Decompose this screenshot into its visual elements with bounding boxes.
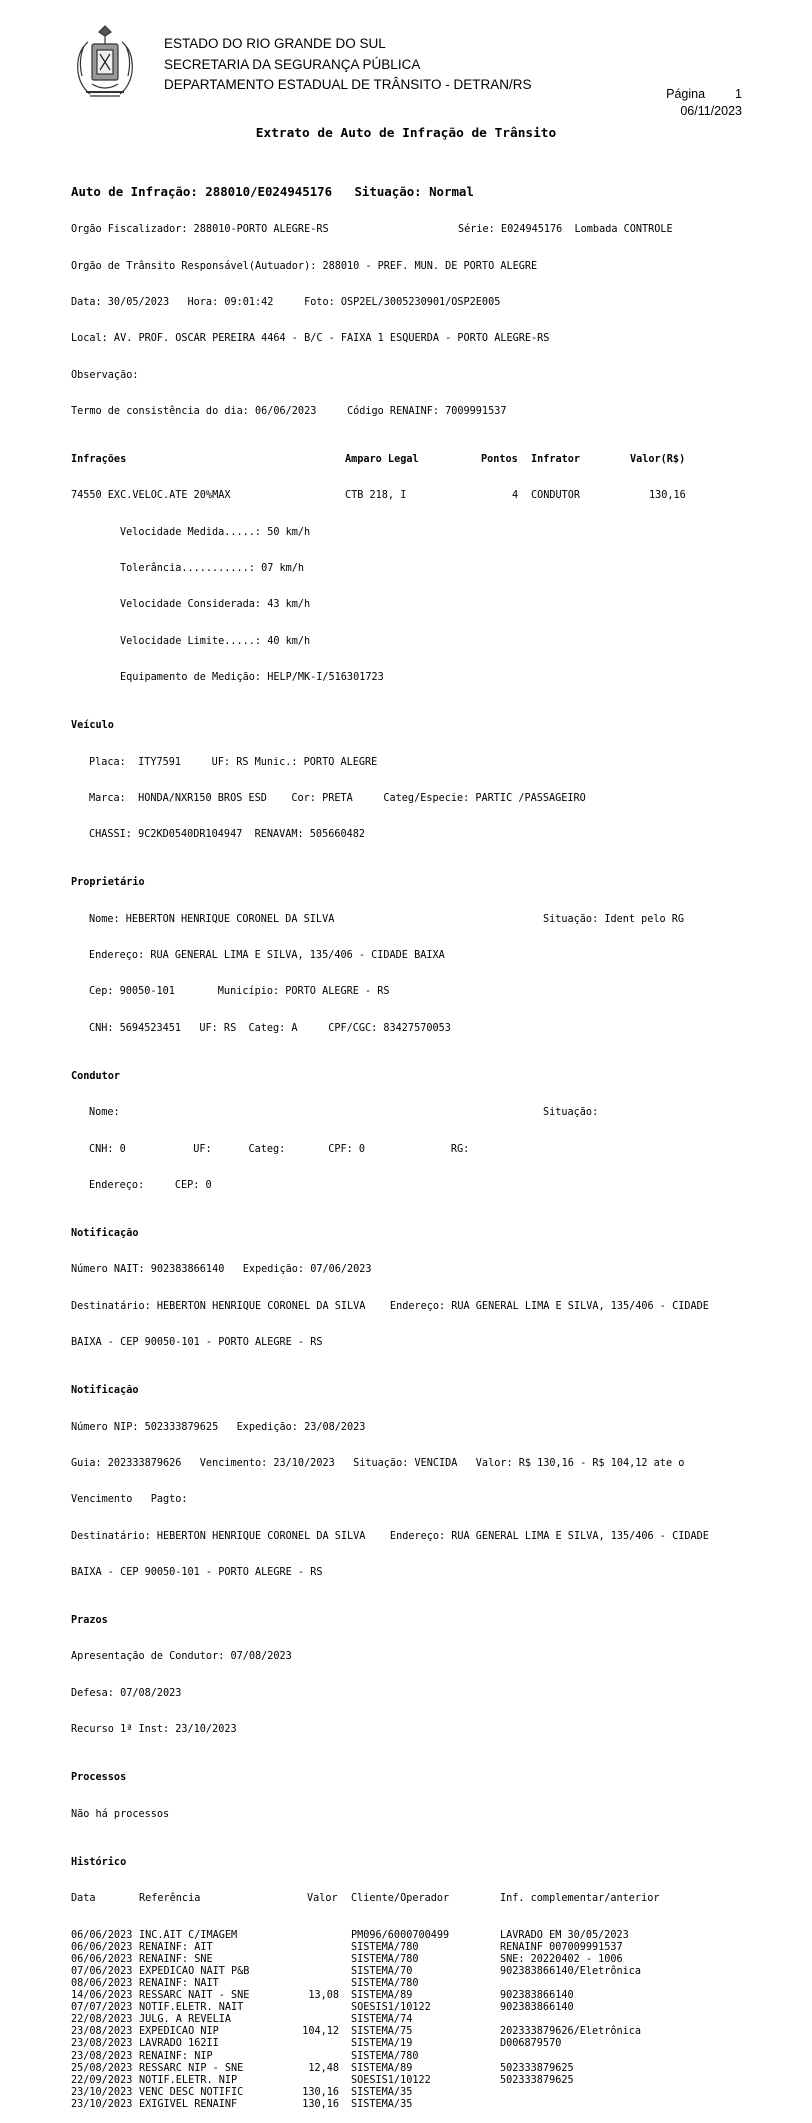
hist-referencia: VENC DESC NOTIFIC [139, 2086, 244, 2098]
hist-referencia: LAVRADO 162II [139, 2038, 219, 2050]
notificacao-nip-heading: Notificação [71, 1385, 139, 1397]
proprietario-endereco: Endereço: RUA GENERAL LIMA E SILVA, 135/406 - CIDADE BAIXA [89, 950, 445, 961]
historico-row [71, 1942, 761, 1954]
infracao-row [71, 490, 761, 502]
hist-referencia: RESSARC NAIT - SNE [139, 1990, 250, 2002]
destinatario-nip: Destinatário: HEBERTON HENRIQUE CORONEL DA SILVA Endereço: RUA GENERAL LIMA E SILVA, 135/406 - CIDADE [71, 1530, 709, 1542]
hist-cliente: SISTEMA/70 [351, 1965, 413, 1977]
hist-referencia: NOTIF.ELETR. NIP [139, 2074, 238, 2086]
guia-vencimento: Guia: 202333879626 Vencimento: 23/10/2023 Situação: VENCIDA Valor: R$ 130,16 - R$ 104,12 ate o [71, 1457, 685, 1469]
amparo-col: Amparo Legal [345, 454, 419, 466]
proprietario-heading: Proprietário [71, 877, 145, 889]
numero-nait: Número NAIT: 902383866140 Expedição: 07/06/2023 [71, 1264, 372, 1276]
infracao-amparo: CTB 218, I [345, 490, 407, 502]
proprietario-cep: Cep: 90050-101 Município: PORTO ALEGRE - RS [89, 986, 390, 998]
numero-nip: Número NIP: 502333879625 Expedição: 23/08/2023 [71, 1421, 366, 1433]
equipamento-medicao: Equipamento de Medição: HELP/MK-I/516301723 [120, 671, 384, 683]
observacao: Observação: [71, 369, 139, 381]
hist-cliente: SOESIS1/10122 [351, 2074, 431, 2086]
hist-referencia: RENAINF: NIP [139, 2050, 213, 2062]
auto-heading: Auto de Infração: 288010/E024945176 Situação: Normal [71, 184, 474, 200]
hist-data: 23/08/2023 [71, 2050, 133, 2062]
hist-referencia: EXIGIVEL RENAINF [139, 2098, 238, 2110]
hist-col-inf: Inf. complementar/anterior [500, 1893, 660, 1905]
hist-inf: 902383866140/Eletrônica [500, 1965, 642, 1977]
hist-data: 14/06/2023 [71, 1990, 133, 2002]
document-title: Extrato de Auto de Infração de Trânsito [255, 126, 557, 141]
veiculo-placa: Placa: ITY7591 UF: RS Munic.: PORTO ALEGRE [89, 756, 378, 768]
prazo-recurso: Recurso 1ª Inst: 23/10/2023 [71, 1724, 237, 1735]
historico-heading: Histórico [71, 1857, 127, 1869]
hist-cliente: SISTEMA/74 [351, 2014, 413, 2026]
hist-cliente: SISTEMA/780 [351, 1977, 419, 1989]
hist-inf: 902383866140 [500, 2002, 574, 2014]
hist-valor: 12,48 [308, 2062, 339, 2074]
veiculo-chassi: CHASSI: 9C2KD0540DR104947 RENAVAM: 505660482 [89, 829, 366, 841]
proprietario-situacao: Situação: Ident pelo RG [543, 913, 685, 925]
hist-referencia: INC.AIT C/IMAGEM [139, 1929, 238, 1941]
hist-col-data: Data [71, 1893, 96, 1905]
hist-cliente: SISTEMA/35 [351, 2086, 413, 2098]
infracao-codigo: 74550 EXC.VELOC.ATE 20%MAX [71, 490, 231, 502]
infrator-col: Infrator [531, 454, 581, 466]
velocidade-considerada: Velocidade Considerada: 43 km/h [120, 599, 311, 611]
infracoes-col: Infrações [71, 454, 127, 466]
hist-cliente: SISTEMA/780 [351, 1941, 419, 1953]
hist-col-referencia: Referência [139, 1893, 201, 1905]
hist-inf: LAVRADO EM 30/05/2023 [500, 1929, 629, 1941]
hist-valor: 104,12 [302, 2026, 339, 2038]
hist-data: 06/06/2023 [71, 1953, 133, 1965]
prazo-defesa: Defesa: 07/08/2023 [71, 1687, 182, 1699]
prazos-heading: Prazos [71, 1615, 108, 1627]
hist-cliente: SISTEMA/780 [351, 2050, 419, 2062]
historico-table [71, 1930, 761, 2111]
hist-inf: 502333879625 [500, 2074, 574, 2086]
historico-row [71, 2002, 761, 2014]
historico-row [71, 2051, 761, 2063]
hist-data: 06/06/2023 [71, 1929, 133, 1941]
hist-referencia: EXPEDICAO NIP [139, 2026, 219, 2038]
historico-header [71, 1893, 761, 1905]
hist-data: 25/08/2023 [71, 2062, 133, 2074]
hist-valor: 13,08 [308, 1990, 339, 2002]
header-org-block [164, 34, 532, 96]
historico-row [71, 1990, 761, 2002]
historico-row [71, 2038, 761, 2050]
notificacao-nait-heading: Notificação [71, 1228, 139, 1240]
historico-row [71, 2014, 761, 2026]
hist-cliente: SISTEMA/89 [351, 1990, 413, 2002]
hist-referencia: RENAINF: NAIT [139, 1977, 219, 1989]
header-department: DEPARTAMENTO ESTADUAL DE TRÂNSITO - DETRAN/RS [164, 77, 532, 92]
velocidade-limite: Velocidade Limite.....: 40 km/h [120, 635, 311, 647]
veiculo-marca: Marca: HONDA/NXR150 BROS ESD Cor: PRETA Categ/Especie: PARTIC /PASSAGEIRO [89, 792, 586, 804]
local: Local: AV. PROF. OSCAR PEREIRA 4464 - B/C - FAIXA 1 ESQUERDA - PORTO ALEGRE-RS [71, 333, 550, 345]
historico-row [71, 1954, 761, 1966]
valor-col: Valor(R$) [630, 454, 686, 466]
data-hora-foto: Data: 30/05/2023 Hora: 09:01:42 Foto: OSP2EL/3005230901/OSP2E005 [71, 296, 501, 308]
processos-heading: Processos [71, 1772, 127, 1784]
hist-cliente: SOESIS1/10122 [351, 2002, 431, 2014]
hist-inf: D006879570 [500, 2038, 562, 2050]
condutor-nome: Nome: [89, 1107, 120, 1119]
pontos-col: Pontos [481, 454, 518, 466]
infracao-pontos: 4 [512, 490, 519, 502]
hist-data: 23/10/2023 [71, 2098, 133, 2110]
hist-referencia: RENAINF: SNE [139, 1953, 213, 1965]
hist-cliente: SISTEMA/75 [351, 2026, 413, 2038]
historico-row [71, 2087, 761, 2099]
page-label: Página [666, 87, 706, 101]
tolerancia: Tolerância...........: 07 km/h [120, 563, 305, 574]
hist-data: 23/08/2023 [71, 2038, 133, 2050]
hist-valor: 130,16 [302, 2086, 339, 2098]
infracoes-header [71, 454, 761, 466]
historico-row [71, 2075, 761, 2087]
condutor-cnh: CNH: 0 UF: Categ: CPF: 0 RG: [89, 1143, 470, 1155]
hist-col-cliente: Cliente/Operador [351, 1893, 450, 1905]
hist-inf: 202333879626/Eletrônica [500, 2026, 642, 2038]
infracao-infrator: CONDUTOR [531, 490, 581, 502]
destinatario-nait-cont: BAIXA - CEP 90050-101 - PORTO ALEGRE - RS [71, 1337, 323, 1348]
processos-text: Não há processos [71, 1808, 170, 1820]
condutor-heading: Condutor [71, 1070, 121, 1082]
hist-data: 08/06/2023 [71, 1977, 133, 1989]
orgao-responsavel: Orgão de Trânsito Responsável(Autuador): 288010 - PREF. MUN. DE PORTO ALEGRE [71, 260, 538, 272]
historico-row [71, 1978, 761, 1990]
hist-data: 06/06/2023 [71, 1941, 133, 1953]
hist-referencia: JULG. A REVELIA [139, 2014, 232, 2026]
orgao-fiscalizador-row [71, 224, 761, 236]
historico-row [71, 2063, 761, 2075]
historico-row [71, 2099, 761, 2111]
proprietario-cnh: CNH: 5694523451 UF: RS Categ: A CPF/CGC: 83427570053 [89, 1022, 451, 1034]
hist-data: 07/07/2023 [71, 2002, 133, 2014]
header-secretariat: SECRETARIA DA SEGURANÇA PÚBLICA [164, 56, 421, 72]
hist-cliente: PM096/6000700499 [351, 1929, 450, 1941]
hist-data: 22/09/2023 [71, 2074, 133, 2086]
hist-referencia: NOTIF.ELETR. NAIT [139, 2002, 244, 2014]
serie: Série: E024945176 Lombada CONTROLE [458, 224, 673, 236]
hist-referencia: EXPEDICAO NAIT P&B [139, 1965, 250, 1977]
hist-data: 23/10/2023 [71, 2086, 133, 2098]
vencimento-pagto: Vencimento Pagto: [71, 1494, 188, 1506]
velocidade-medida: Velocidade Medida.....: 50 km/h [120, 526, 311, 538]
historico-row [71, 1930, 761, 1942]
hist-inf: RENAINF 007009991537 [500, 1941, 623, 1953]
hist-referencia: RENAINF: AIT [139, 1941, 213, 1953]
hist-cliente: SISTEMA/19 [351, 2038, 413, 2050]
header-state: ESTADO DO RIO GRANDE DO SUL [164, 36, 386, 51]
hist-cliente: SISTEMA/35 [351, 2098, 413, 2110]
hist-cliente: SISTEMA/780 [351, 1953, 419, 1965]
hist-referencia: RESSARC NIP - SNE [139, 2062, 244, 2074]
hist-inf: SNE: 20220402 - 1006 [500, 1953, 623, 1965]
hist-inf: 502333879625 [500, 2062, 574, 2074]
proprietario-nome: Nome: HEBERTON HENRIQUE CORONEL DA SILVA [89, 913, 335, 925]
condutor-situacao: Situação: [543, 1107, 599, 1119]
document-body [71, 161, 761, 2123]
destinatario-nait: Destinatário: HEBERTON HENRIQUE CORONEL DA SILVA Endereço: RUA GENERAL LIMA E SILVA, 135/406 - CIDADE [71, 1300, 709, 1312]
infracao-valor: 130,16 [649, 490, 686, 502]
print-date: 06/11/2023 [680, 104, 742, 118]
condutor-endereco: Endereço: CEP: 0 [89, 1179, 212, 1191]
historico-row [71, 1966, 761, 1978]
hist-data: 22/08/2023 [71, 2014, 133, 2026]
termo-consistencia: Termo de consistência do dia: 06/06/2023 Código RENAINF: 7009991537 [71, 405, 507, 417]
historico-row [71, 2026, 761, 2038]
hist-inf: 902383866140 [500, 1990, 574, 2002]
orgao-fiscalizador: Orgão Fiscalizador: 288010-PORTO ALEGRE-RS [71, 224, 329, 236]
hist-data: 23/08/2023 [71, 2026, 133, 2038]
veiculo-heading: Veículo [71, 720, 114, 732]
destinatario-nip-cont: BAIXA - CEP 90050-101 - PORTO ALEGRE - RS [71, 1566, 323, 1578]
hist-data: 07/06/2023 [71, 1965, 133, 1977]
page-info [666, 86, 742, 120]
coat-of-arms-logo [70, 22, 140, 104]
hist-valor: 130,16 [302, 2098, 339, 2110]
hist-col-valor: Valor [307, 1893, 338, 1905]
hist-cliente: SISTEMA/89 [351, 2062, 413, 2074]
page-number: 1 [735, 87, 742, 101]
prazo-condutor: Apresentação de Condutor: 07/08/2023 [71, 1651, 292, 1663]
